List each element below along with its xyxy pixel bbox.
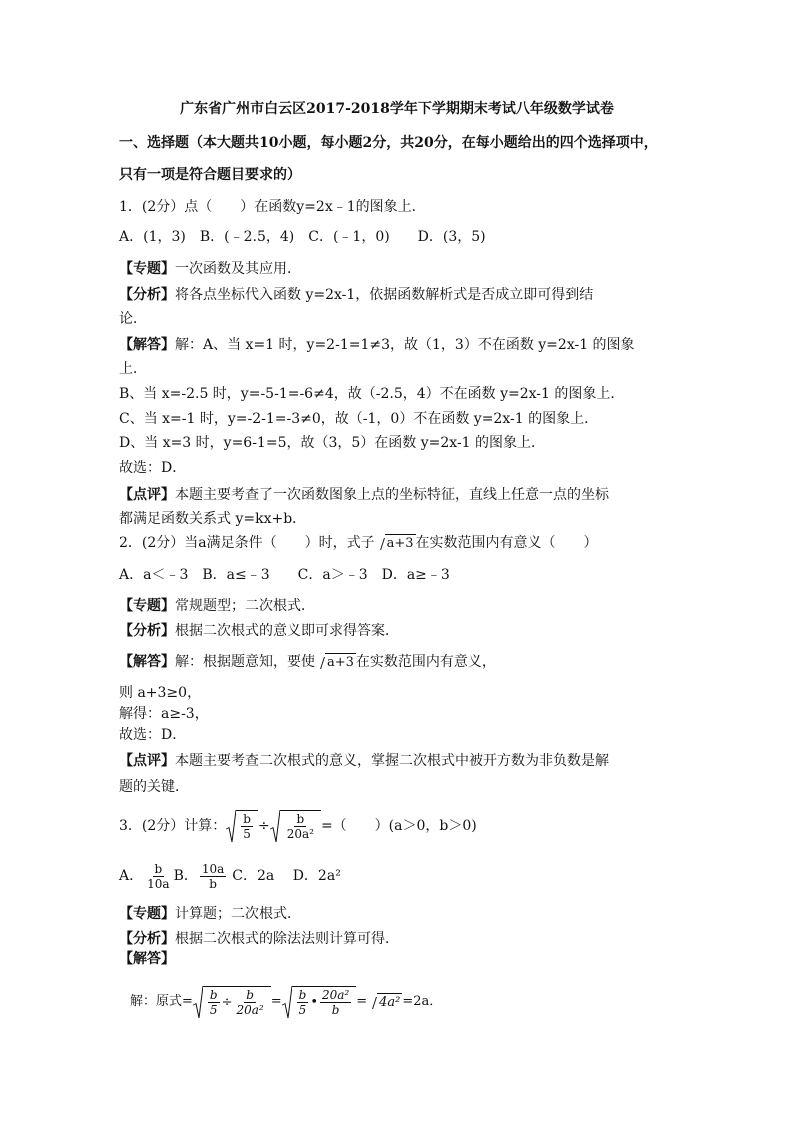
solution-tag: 【解答】 (119, 951, 175, 967)
comment-tag: 【点评】 (119, 487, 175, 503)
q3-stem-b: =（ ）(a＞0，b＞0) (320, 818, 477, 834)
fraction (145, 862, 171, 891)
q1-answer: 故选：D． (119, 460, 187, 476)
q1-solution-line4: C、当 x=-1 时，y=-2-1=-3≠0，故（-1，0）不在函数 y=2x-1 的图象上． (119, 411, 599, 427)
fraction (320, 988, 351, 1017)
analysis-text: 根据二次根式的意义即可求得答案． (175, 623, 399, 639)
radicand: a+3 (386, 536, 414, 551)
solution-text-a: 解：根据题意知，要使 (175, 654, 315, 670)
q1-solution-line3: B、当 x=-2.5 时，y=-5-1=-6≠4，故（-2.5，4）不在函数 y=2x-1 的图象上． (119, 386, 625, 402)
sqrt-expression (317, 653, 356, 672)
fraction (241, 812, 253, 841)
multiply-dot: • (310, 994, 318, 1010)
sqrt-fraction (270, 810, 321, 842)
q2-topic (119, 597, 315, 615)
option-c-d: C．2a D．2a² (232, 868, 341, 884)
comment-text: 本题主要考查了一次函数图象上点的坐标特征，直线上任意一点的坐标 (175, 487, 609, 503)
q3-options (119, 858, 341, 894)
q3-stem (119, 804, 477, 848)
topic-text: 一次函数及其应用． (175, 261, 301, 277)
q2-comment-cont: 题的关键． (119, 779, 189, 795)
topic-tag: 【专题】 (119, 906, 175, 922)
q3-topic (119, 905, 301, 923)
q2-stem (119, 534, 598, 553)
topic-tag: 【专题】 (119, 598, 175, 614)
q1-stem: 1．(2分）点（ ）在函数y=2x﹣1的图象上． (119, 199, 426, 215)
q1-solution (119, 336, 635, 354)
fraction (297, 988, 309, 1017)
page-title: 广东省广州市白云区2017-2018学年下学期期末考试八年级数学试卷 (180, 101, 614, 117)
divide-sign: ÷ (221, 994, 233, 1010)
q1-analysis (119, 286, 593, 304)
divide-sign: ÷ (257, 818, 270, 834)
equals-sign: = (356, 994, 368, 1009)
comment-tag: 【点评】 (119, 753, 175, 769)
solution-tag: 【解答】 (119, 654, 175, 670)
q1-analysis-cont: 论． (119, 311, 147, 327)
denominator: 20a² (286, 827, 314, 841)
fraction (235, 988, 266, 1017)
q2-comment (119, 752, 609, 770)
sqrt-expression (193, 986, 271, 1018)
denominator: 10a (147, 876, 170, 891)
q3-solution-tag (119, 950, 175, 968)
q2-answer: 故选：D． (119, 727, 187, 743)
option-b: B． (173, 868, 198, 884)
q3-analysis (119, 930, 399, 948)
equals-sign: = (270, 994, 282, 1009)
denominator: 5 (298, 1003, 307, 1017)
fraction (285, 812, 316, 841)
solution-text: 解：A、当 x=1 时，y=2-1=1≠3，故（1，3）不在函数 y=2x-1 的图象 (175, 337, 635, 353)
analysis-tag: 【分析】 (119, 931, 175, 947)
comment-text: 本题主要考查二次根式的意义，掌握二次根式中被开方数为非负数是解 (175, 753, 609, 769)
sqrt-expression (369, 993, 402, 1012)
solution-tag: 【解答】 (119, 337, 175, 353)
fraction (200, 862, 226, 891)
q2-analysis (119, 622, 399, 640)
analysis-tag: 【分析】 (119, 287, 175, 303)
section-heading-cont: 只有一项是符合题目要求的） (119, 167, 301, 183)
denominator: 5 (243, 827, 251, 841)
denominator: b (331, 1003, 340, 1017)
q1-solution-line5: D、当 x=3 时，y=6-1=5，故（3，5）在函数 y=2x-1 的图象上． (119, 435, 546, 451)
section-heading: 一、选择题（本大题共10小题，每小题2分，共20分，在每小题给出的四个选择项中， (119, 135, 658, 151)
denominator: 5 (209, 1003, 218, 1017)
q2-stem-b: 在实数范围内有意义（ ） (415, 535, 598, 551)
numerator: b (296, 812, 305, 826)
q1-comment-cont: 都满足函数关系式 y=kx+b． (119, 511, 307, 527)
q1-options: A．(1，3) B．(﹣2.5，4) C．(﹣1，0) D．(3，5) (119, 229, 486, 245)
solution-text-b: 在实数范围内有意义， (355, 654, 496, 670)
q3-solution-formula (130, 978, 442, 1026)
q2-stem-a: 2．(2分）当a满足条件（ ）时，式子 (119, 535, 375, 551)
radicand: a+3 (327, 655, 354, 670)
numerator: 20a² (322, 988, 350, 1002)
sqrt-expression (282, 986, 357, 1018)
numerator: b (298, 988, 307, 1002)
sqrt-expression (377, 534, 416, 553)
topic-tag: 【专题】 (119, 261, 175, 277)
denominator: 20a² (236, 1003, 264, 1017)
analysis-text: 将各点坐标代入函数 y=2x-1，依据函数解析式是否成立即可得到结 (175, 287, 594, 303)
denominator: b (209, 876, 217, 891)
sqrt-fraction (226, 810, 258, 842)
numerator: b (246, 988, 254, 1002)
q1-topic (119, 260, 301, 278)
option-a: A． (119, 868, 144, 884)
q2-step1: 则 a+3≥0， (119, 685, 202, 701)
numerator: b (243, 812, 251, 826)
q1-comment (119, 486, 609, 504)
q2-step2: 解得：a≥-3， (119, 706, 209, 722)
q3-stem-a: 3．(2分）计算： (119, 818, 227, 834)
numerator: b (154, 861, 163, 876)
topic-text: 计算题；二次根式． (175, 906, 301, 922)
q2-options: A．a＜﹣3 B．a≤﹣3 C．a＞﹣3 D．a≥﹣3 (119, 567, 450, 583)
q1-solution-line2: 上． (119, 361, 147, 377)
numerator: b (209, 988, 218, 1002)
radicand: 4a² (379, 994, 401, 1010)
fraction (208, 988, 220, 1017)
numerator: 10a (201, 861, 225, 876)
q2-solution (119, 653, 496, 672)
result: =2a． (402, 994, 443, 1009)
analysis-tag: 【分析】 (119, 623, 175, 639)
analysis-text: 根据二次根式的除法法则计算可得． (175, 931, 399, 947)
topic-text: 常规题型；二次根式． (175, 598, 315, 614)
solution-label: 解：原式= (130, 994, 193, 1009)
